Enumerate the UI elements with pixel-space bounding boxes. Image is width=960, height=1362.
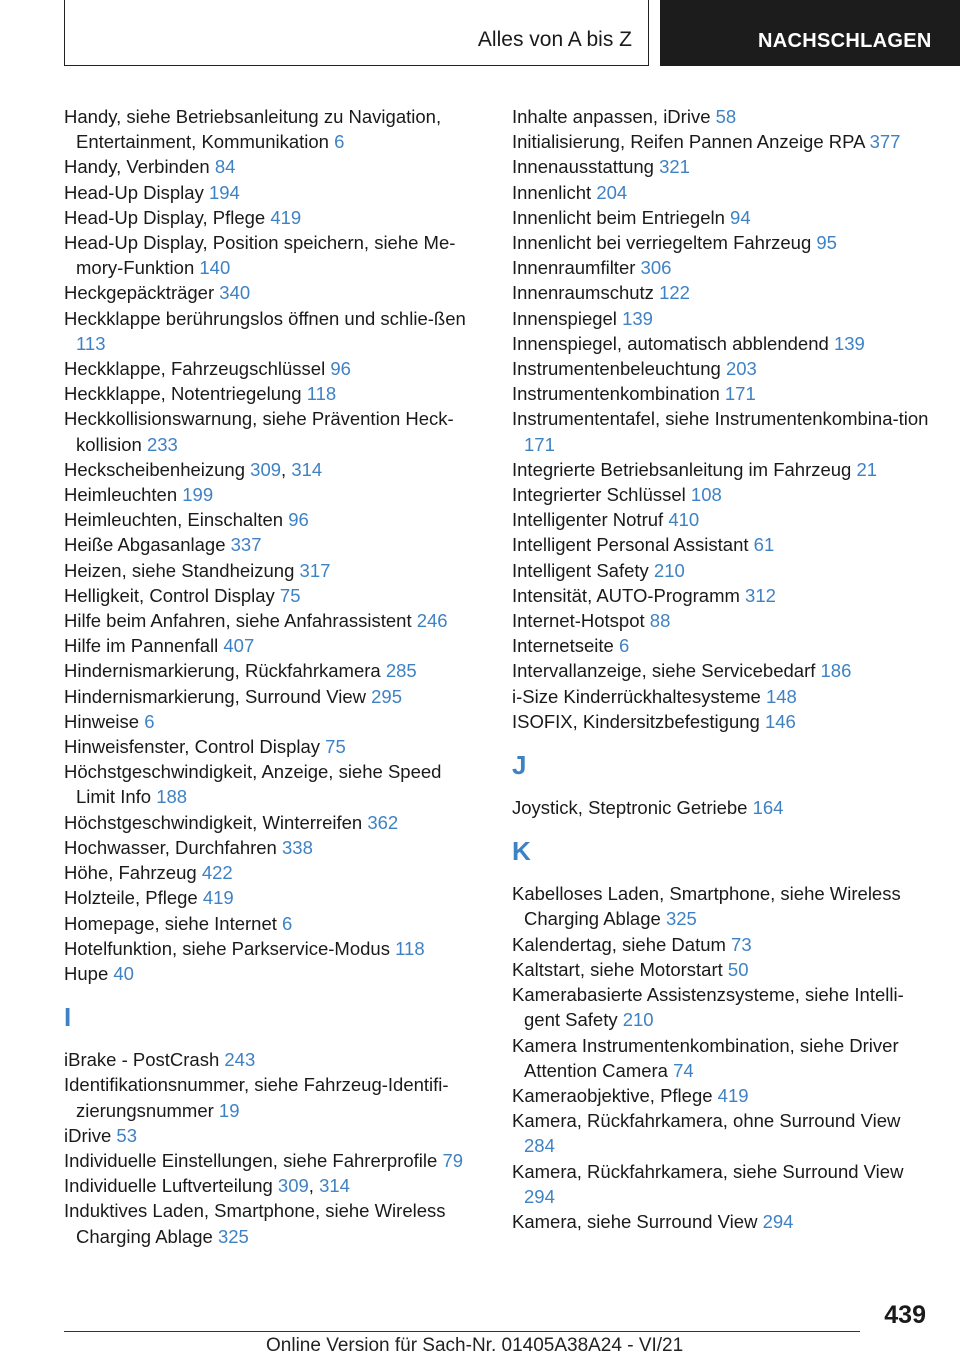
page-link[interactable]: 19 <box>218 1099 240 1121</box>
index-entry <box>512 255 932 280</box>
page-link[interactable]: 294 <box>762 1210 794 1232</box>
index-entry <box>512 205 932 230</box>
page-link[interactable]: 164 <box>752 797 784 819</box>
index-entry <box>64 658 484 683</box>
header-section-label: NACHSCHLAGEN <box>758 30 932 52</box>
index-term: Heiße Abgasanlage <box>64 534 226 556</box>
page-link[interactable]: 321 <box>659 156 690 178</box>
index-entry <box>64 1047 484 1072</box>
index-entry <box>64 810 484 835</box>
index-term: Kamera, Rückfahrkamera, ohne Surround View <box>512 1110 901 1132</box>
page-link[interactable]: 243 <box>224 1049 256 1071</box>
page-link[interactable]: 21 <box>856 458 878 480</box>
index-entry <box>512 1159 932 1209</box>
page-link[interactable]: 306 <box>640 257 672 279</box>
index-term: Hotelfunktion, siehe Parkservice-Modus <box>64 937 390 959</box>
index-entry <box>512 406 932 456</box>
index-entry <box>512 457 932 482</box>
page-link[interactable]: 171 <box>524 433 555 455</box>
index-term: Initialisierung, Reifen Pannen Anzeige RPA <box>512 131 865 153</box>
index-entry <box>64 356 484 381</box>
index-term: Internetseite <box>512 635 614 657</box>
index-term: Integrierte Betriebsanleitung im Fahrzeug <box>512 458 852 480</box>
index-term: Heckgepäckträger <box>64 282 215 304</box>
page-link[interactable]: 50 <box>727 958 749 980</box>
page-link[interactable]: 75 <box>325 736 346 758</box>
index-entry <box>64 936 484 961</box>
index-term: Heimleuchten <box>64 484 178 506</box>
index-term: Innenraumfilter <box>512 257 636 279</box>
index-term: Hindernismarkierung, Surround View <box>64 685 366 707</box>
index-term: Intelligenter Notruf <box>512 509 664 531</box>
index-term: Internet-Hotspot <box>512 610 645 632</box>
index-term: Handy, Verbinden <box>64 156 210 178</box>
index-term: Kabelloses Laden, Smartphone, siehe Wireless Charging Ablage <box>512 883 901 930</box>
page-link[interactable]: 96 <box>330 358 351 380</box>
page-link[interactable]: 171 <box>724 383 756 405</box>
page-link[interactable]: 314 <box>319 1175 350 1197</box>
index-entry <box>64 104 484 154</box>
index-term: Intensität, AUTO-Programm <box>512 584 740 606</box>
footer-divider <box>64 1331 860 1332</box>
index-term: Heckkollisionswarnung, siehe Prävention Heck-kollision <box>64 408 454 455</box>
index-term: iBrake - PostCrash <box>64 1049 220 1071</box>
index-term: Intervallanzeige, siehe Servicebedarf <box>512 660 816 682</box>
page-link[interactable]: 285 <box>385 660 417 682</box>
page-link[interactable]: 325 <box>217 1225 249 1247</box>
index-entry <box>64 734 484 759</box>
page-link[interactable]: 6 <box>618 635 630 657</box>
index-entry <box>64 205 484 230</box>
index-term: Hilfe beim Anfahren, siehe Anfahrassistent <box>64 610 412 632</box>
index-entry <box>64 911 484 936</box>
page-link[interactable]: 96 <box>288 509 309 531</box>
page-link[interactable]: 314 <box>291 458 323 480</box>
page-link[interactable]: 210 <box>622 1009 654 1031</box>
index-term: Joystick, Steptronic Getriebe <box>512 797 748 819</box>
page-link[interactable]: 75 <box>279 584 301 606</box>
index-entry <box>64 684 484 709</box>
index-entry <box>64 608 484 633</box>
index-entry <box>64 633 484 658</box>
index-entry <box>64 406 484 456</box>
index-entry <box>512 709 932 734</box>
page-link[interactable]: 94 <box>730 206 751 228</box>
index-entry <box>64 532 484 557</box>
page-link[interactable]: 419 <box>202 887 234 909</box>
page-link[interactable]: 118 <box>395 937 425 959</box>
index-term: Höhe, Fahrzeug <box>64 862 197 884</box>
index-entry <box>512 957 932 982</box>
index-entry <box>64 558 484 583</box>
index-entry <box>512 932 932 957</box>
index-entry <box>512 154 932 179</box>
page-link[interactable]: 6 <box>282 912 293 934</box>
index-entry <box>512 507 932 532</box>
index-entry <box>64 759 484 809</box>
page-link[interactable]: 419 <box>717 1084 749 1106</box>
header-title-box <box>64 0 649 66</box>
index-entry: Individuelle Luftverteilung 309, 314 <box>64 1175 350 1197</box>
page-link[interactable]: 40 <box>113 962 134 984</box>
page-link[interactable]: 139 <box>833 332 865 354</box>
index-entry <box>512 331 932 356</box>
page-link[interactable]: 199 <box>182 484 214 506</box>
index-term: Individuelle Luftverteilung <box>64 1175 273 1197</box>
page-link[interactable]: 58 <box>715 106 737 127</box>
page-link[interactable]: 6 <box>144 710 155 732</box>
index-entry <box>64 583 484 608</box>
page-link[interactable]: 203 <box>725 358 757 380</box>
index-entry <box>512 280 932 305</box>
index-entry <box>512 129 932 154</box>
index-term: Handy, siehe Betriebsanleitung zu Navigation, Entertainment, Kommunikation <box>64 106 442 153</box>
index-term: Heimleuchten, Einschalten <box>64 509 284 531</box>
page-link[interactable]: 312 <box>745 584 776 606</box>
index-term: Head-Up Display, Position speichern, siehe Me-mory-Funktion <box>64 232 456 279</box>
page-link[interactable]: 246 <box>416 610 448 632</box>
page-link[interactable]: 146 <box>764 710 796 732</box>
index-entry <box>64 1198 484 1248</box>
index-letter-heading: I <box>64 1002 72 1033</box>
index-term: Kaltstart, siehe Motorstart <box>512 958 723 980</box>
page-link[interactable]: 6 <box>334 131 345 153</box>
page-link[interactable]: 148 <box>765 685 797 707</box>
index-term: Höchstgeschwindigkeit, Winterreifen <box>64 811 363 833</box>
index-letter-heading: J <box>512 750 527 781</box>
index-entry <box>64 961 484 986</box>
page-link[interactable]: 362 <box>367 811 399 833</box>
index-entry <box>64 1072 484 1122</box>
page-link[interactable]: 188 <box>156 786 188 808</box>
index-term: Innenlicht beim Entriegeln <box>512 206 725 228</box>
index-entry <box>512 881 932 931</box>
page-link[interactable]: 74 <box>673 1059 694 1081</box>
index-term: Heckklappe berührungslos öffnen und schlie-ßen <box>64 307 466 329</box>
page-link[interactable]: 338 <box>282 836 313 858</box>
page-link[interactable]: 53 <box>116 1124 137 1146</box>
index-term: Instrumentenbeleuchtung <box>512 358 721 380</box>
index-term: Inhalte anpassen, iDrive <box>512 106 711 127</box>
page-link[interactable]: 122 <box>659 282 690 304</box>
index-entry: Heckscheibenheizung 309, 314 <box>64 458 323 480</box>
page-link[interactable]: 118 <box>306 383 337 405</box>
index-term: Hinweise <box>64 710 140 732</box>
page-link[interactable]: 140 <box>199 257 231 279</box>
page-link[interactable]: 210 <box>653 559 685 581</box>
index-term: Homepage, siehe Internet <box>64 912 277 934</box>
index-term: Hinweisfenster, Control Display <box>64 736 321 758</box>
index-entry <box>64 280 484 305</box>
index-term: Head-Up Display, Pflege <box>64 206 266 228</box>
index-term: Kamera, siehe Surround View <box>512 1210 758 1232</box>
page-link[interactable]: 309 <box>277 1175 309 1197</box>
page-link[interactable]: 73 <box>731 933 752 955</box>
index-entry <box>64 885 484 910</box>
footer-text: Online Version für Sach-Nr. 01405A38A24 - VI/21 <box>266 1335 684 1356</box>
index-letter-heading: K <box>512 836 531 867</box>
index-term: Identifikationsnummer, siehe Fahrzeug-Identifi-zierungsnummer <box>64 1074 449 1121</box>
page-link[interactable]: 419 <box>270 206 302 228</box>
index-entry <box>512 633 932 658</box>
index-entry <box>64 306 484 356</box>
index-entry <box>512 180 932 205</box>
index-term: Hochwasser, Durchfahren <box>64 836 277 858</box>
index-term: Kamerabasierte Assistenzsysteme, siehe Intelli-gent Safety <box>512 984 904 1031</box>
index-entry <box>512 104 932 129</box>
index-term: Kameraobjektive, Pflege <box>512 1084 713 1106</box>
index-entry <box>512 583 932 608</box>
index-term: iDrive <box>64 1124 112 1146</box>
page-link[interactable]: 88 <box>649 610 671 632</box>
page-link[interactable]: 325 <box>665 908 697 930</box>
index-term: ISOFIX, Kindersitzbefestigung <box>512 710 760 732</box>
page-link[interactable]: 337 <box>230 534 262 556</box>
page-link[interactable]: 340 <box>219 282 251 304</box>
page-link[interactable]: 84 <box>214 156 236 178</box>
page-link[interactable]: 113 <box>76 332 106 354</box>
index-term: Head-Up Display <box>64 181 204 203</box>
index-entry <box>512 306 932 331</box>
index-term: Innenspiegel, automatisch abblendend <box>512 332 829 354</box>
index-entry <box>64 154 484 179</box>
index-term: Kamera, Rückfahrkamera, siehe Surround View <box>512 1160 904 1182</box>
index-entry <box>512 1033 932 1083</box>
index-term: Höchstgeschwindigkeit, Anzeige, siehe Speed Limit Info <box>64 761 442 808</box>
index-term: Intelligent Safety <box>512 559 649 581</box>
index-term: Innenlicht <box>512 181 592 203</box>
index-entry <box>64 381 484 406</box>
index-entry <box>512 795 932 820</box>
index-term: Hindernismarkierung, Rückfahrkamera <box>64 660 381 682</box>
index-entry <box>64 1123 484 1148</box>
index-entry <box>512 1108 932 1158</box>
index-term: Hilfe im Pannenfall <box>64 635 219 657</box>
index-entry <box>512 482 932 507</box>
index-term: Instrumententafel, siehe Instrumentenkombina-tion <box>512 408 929 430</box>
page-number: 439 <box>884 1301 926 1329</box>
index-entry <box>512 558 932 583</box>
page-link[interactable]: 108 <box>690 484 722 506</box>
page-link[interactable]: 139 <box>622 307 653 329</box>
index-entry <box>64 230 484 280</box>
index-entry <box>512 982 932 1032</box>
index-term: Instrumentenkombination <box>512 383 720 405</box>
index-entry <box>512 230 932 255</box>
header-title: Alles von A bis Z <box>477 28 632 51</box>
index-column-right <box>512 104 932 1234</box>
index-entry <box>64 507 484 532</box>
index-term: Holzteile, Pflege <box>64 887 198 909</box>
index-term: Heckscheibenheizung <box>64 458 246 480</box>
index-entry <box>512 1083 932 1108</box>
index-term: Heckklappe, Notentriegelung <box>64 383 302 405</box>
index-term: Innenausstattung <box>512 156 654 178</box>
index-term: Individuelle Einstellungen, siehe Fahrerprofile <box>64 1149 438 1171</box>
index-term: Heckklappe, Fahrzeugschlüssel <box>64 358 326 380</box>
page-link[interactable]: 407 <box>223 635 255 657</box>
header-section-box <box>660 0 960 66</box>
page-link[interactable]: 317 <box>299 559 331 581</box>
index-entry <box>512 356 932 381</box>
index-entry <box>512 658 932 683</box>
page-link[interactable]: 295 <box>371 685 402 707</box>
index-term: Induktives Laden, Smartphone, siehe Wireless Charging Ablage <box>64 1200 446 1247</box>
page-link[interactable]: 309 <box>250 458 282 480</box>
index-entry <box>512 532 932 557</box>
page-link[interactable]: 61 <box>753 534 775 556</box>
index-entry <box>64 709 484 734</box>
page-link[interactable]: 294 <box>524 1185 555 1207</box>
page-link[interactable]: 95 <box>816 232 837 254</box>
index-entry <box>512 608 932 633</box>
page-link[interactable]: 284 <box>524 1135 555 1157</box>
page-link[interactable]: 422 <box>201 862 233 884</box>
index-entry <box>64 835 484 860</box>
index-term: Helligkeit, Control Display <box>64 584 275 606</box>
index-entry <box>64 482 484 507</box>
index-term: Kamera Instrumentenkombination, siehe Driver Attention Camera <box>512 1034 899 1081</box>
index-term: Intelligent Personal Assistant <box>512 534 749 556</box>
index-term: Innenspiegel <box>512 307 617 329</box>
page-link[interactable]: 377 <box>869 131 901 153</box>
index-entry <box>512 381 932 406</box>
index-term: Innenlicht bei verriegeltem Fahrzeug <box>512 232 812 254</box>
index-entry <box>64 1148 484 1173</box>
index-term: Kalendertag, siehe Datum <box>512 933 726 955</box>
index-term: i-Size Kinderrückhaltesysteme <box>512 685 761 707</box>
page-link[interactable]: 204 <box>596 181 628 203</box>
index-entry <box>512 684 932 709</box>
index-entry <box>64 860 484 885</box>
index-term: Hupe <box>64 962 109 984</box>
index-entry <box>64 180 484 205</box>
index-term: Integrierter Schlüssel <box>512 484 686 506</box>
index-term: Innenraumschutz <box>512 282 654 304</box>
index-column-left <box>64 104 484 1249</box>
page-link[interactable]: 233 <box>146 433 178 455</box>
page-link[interactable]: 410 <box>668 509 700 531</box>
index-entry <box>512 1209 932 1234</box>
page-link[interactable]: 186 <box>820 660 852 682</box>
index-term: Heizen, siehe Standheizung <box>64 559 295 581</box>
page-link[interactable]: 79 <box>442 1149 464 1171</box>
page-link[interactable]: 194 <box>208 181 240 203</box>
